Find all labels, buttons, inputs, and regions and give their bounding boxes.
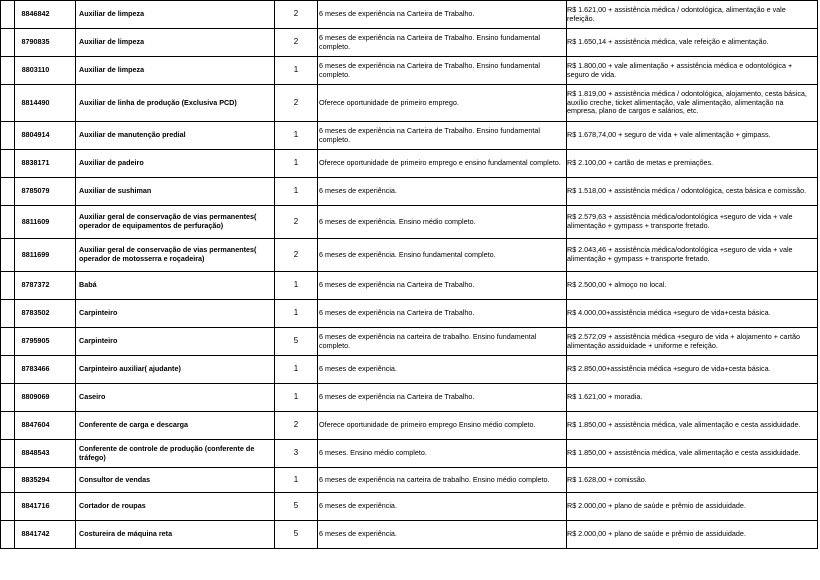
vacancy-count: 1 [275,468,318,493]
vacancy-count: 1 [275,122,318,150]
job-code: 8811699 [15,239,76,272]
job-requirements: 6 meses de experiência na Carteira de Trabalho. [318,300,567,328]
vacancy-count: 1 [275,178,318,206]
job-title: Auxiliar de manutenção predial [76,122,275,150]
table-row [1,468,818,493]
vacancy-count: 1 [275,272,318,300]
table-row [1,239,818,272]
vacancy-count: 3 [275,440,318,468]
table-row [1,384,818,412]
job-requirements: 6 meses de experiência na Carteira de Trabalho. [318,272,567,300]
row-margin-cell [1,239,15,272]
table-row [1,178,818,206]
table-row [1,521,818,549]
row-margin-cell [1,440,15,468]
job-title: Auxiliar de sushiman [76,178,275,206]
job-code: 8809069 [15,384,76,412]
job-title: Auxiliar de limpeza [76,1,275,29]
row-margin-cell [1,412,15,440]
job-title: Conferente de controle de produção (conferente de tráfego) [76,440,275,468]
row-margin-cell [1,328,15,356]
vacancy-count: 5 [275,493,318,521]
job-code: 8803110 [15,57,76,85]
job-requirements: 6 meses. Ensino médio completo. [318,440,567,468]
row-margin-cell [1,178,15,206]
row-margin-cell [1,356,15,384]
vacancy-count: 2 [275,1,318,29]
table-row [1,85,818,122]
job-requirements: 6 meses de experiência na carteira de trabalho. Ensino fundamental completo. [318,328,567,356]
job-benefits: R$ 1.819,00 + assistência médica / odontológica, alojamento, cesta básica, auxílio creche, ticket alimentação, vale alimentação, alimentação na empresa, plano de cargos e salários, etc. [567,85,818,122]
job-code: 8841742 [15,521,76,549]
job-requirements: 6 meses de experiência. Ensino médio completo. [318,206,567,239]
job-code: 8795905 [15,328,76,356]
job-code: 8811609 [15,206,76,239]
job-requirements: 6 meses de experiência na Carteira de Trabalho. [318,384,567,412]
row-margin-cell [1,384,15,412]
job-title: Costureira de máquina reta [76,521,275,549]
job-requirements: 6 meses de experiência na Carteira de Trabalho. [318,1,567,29]
table-row [1,122,818,150]
job-title: Carpinteiro [76,328,275,356]
job-requirements: 6 meses de experiência. Ensino fundamental completo. [318,239,567,272]
job-benefits: R$ 1.850,00 + assistência médica, vale alimentação e cesta assiduidade. [567,440,818,468]
job-code: 8835294 [15,468,76,493]
job-code: 8785079 [15,178,76,206]
row-margin-cell [1,85,15,122]
vacancy-count: 1 [275,356,318,384]
job-title: Auxiliar de limpeza [76,57,275,85]
vacancy-count: 5 [275,328,318,356]
table-row [1,328,818,356]
job-title: Babá [76,272,275,300]
table-row [1,272,818,300]
vacancy-count: 1 [275,300,318,328]
job-title: Auxiliar geral de conservação de vias permanentes( operador de motosserra e roçadeira) [76,239,275,272]
vacancy-count: 5 [275,521,318,549]
vacancy-count: 1 [275,384,318,412]
row-margin-cell [1,468,15,493]
job-code: 8838171 [15,150,76,178]
job-code: 8787372 [15,272,76,300]
job-title: Carpinteiro auxiliar( ajudante) [76,356,275,384]
job-benefits: R$ 2.100,00 + cartão de metas e premiações. [567,150,818,178]
table-row [1,356,818,384]
vacancy-count: 2 [275,206,318,239]
row-margin-cell [1,300,15,328]
job-code: 8848543 [15,440,76,468]
table-row [1,412,818,440]
job-requirements: Oferece oportunidade de primeiro emprego e ensino fundamental completo. [318,150,567,178]
job-benefits: R$ 2.043,46 + assistência médica/odontológica +seguro de vida + vale alimentação + gympass + transporte fretado. [567,239,818,272]
job-benefits: R$ 4.000,00+assistência médica +seguro de vida+cesta básica. [567,300,818,328]
job-title: Auxiliar de padeiro [76,150,275,178]
job-requirements: 6 meses de experiência na Carteira de Trabalho. Ensino fundamental completo. [318,57,567,85]
row-margin-cell [1,122,15,150]
job-requirements: 6 meses de experiência. [318,178,567,206]
job-benefits: R$ 1.800,00 + vale alimentação + assistência médica e odontológica + seguro de vida. [567,57,818,85]
job-requirements: 6 meses de experiência. [318,356,567,384]
vacancy-count: 2 [275,29,318,57]
job-code: 8783502 [15,300,76,328]
job-title: Carpinteiro [76,300,275,328]
job-code: 8783466 [15,356,76,384]
row-margin-cell [1,521,15,549]
job-code: 8804914 [15,122,76,150]
job-benefits: R$ 1.628,00 + comissão. [567,468,818,493]
job-benefits: R$ 2.579,63 + assistência médica/odontológica +seguro de vida + vale alimentação + gympass + transporte fretado. [567,206,818,239]
job-requirements: 6 meses de experiência na Carteira de Trabalho. Ensino fundamental completo. [318,122,567,150]
job-title: Auxiliar de limpeza [76,29,275,57]
job-code: 8847604 [15,412,76,440]
job-code: 8814490 [15,85,76,122]
table-row [1,493,818,521]
job-title: Auxiliar de linha de produção (Exclusiva PCD) [76,85,275,122]
job-benefits: R$ 1.678,74,00 + seguro de vida + vale alimentação + gimpass. [567,122,818,150]
job-requirements: Oferece oportunidade de primeiro emprego Ensino médio completo. [318,412,567,440]
job-benefits: R$ 1.650,14 + assistência médica, vale refeição e alimentação. [567,29,818,57]
job-code: 8790835 [15,29,76,57]
job-requirements: 6 meses de experiência. [318,521,567,549]
job-requirements: 6 meses de experiência na Carteira de Trabalho. Ensino fundamental completo. [318,29,567,57]
vacancy-count: 2 [275,239,318,272]
job-requirements: Oferece oportunidade de primeiro emprego. [318,85,567,122]
row-margin-cell [1,29,15,57]
job-code: 8846842 [15,1,76,29]
job-title: Auxiliar geral de conservação de vias permanentes( operador de equipamentos de perfuração) [76,206,275,239]
job-title: Caseiro [76,384,275,412]
job-benefits: R$ 2.850,00+assistência médica +seguro de vida+cesta básica. [567,356,818,384]
vacancy-count: 2 [275,85,318,122]
vacancy-count: 1 [275,57,318,85]
job-listings-body [1,1,818,549]
job-title: Cortador de roupas [76,493,275,521]
job-title: Conferente de carga e descarga [76,412,275,440]
vacancy-count: 2 [275,412,318,440]
vacancy-count: 1 [275,150,318,178]
job-requirements: 6 meses de experiência. [318,493,567,521]
table-row [1,150,818,178]
table-row [1,300,818,328]
job-code: 8841716 [15,493,76,521]
row-margin-cell [1,272,15,300]
job-title: Consultor de vendas [76,468,275,493]
job-requirements: 6 meses de experiência na carteira de trabalho. Ensino médio completo. [318,468,567,493]
table-row [1,440,818,468]
row-margin-cell [1,493,15,521]
row-margin-cell [1,57,15,85]
job-benefits: R$ 2.500,00 + almoço no local. [567,272,818,300]
job-benefits: R$ 2.000,00 + plano de saúde e prêmio de assiduidade. [567,521,818,549]
row-margin-cell [1,150,15,178]
job-benefits: R$ 2.572,09 + assistência médica +seguro de vida + alojamento + cartão alimentação assiduidade + uniforme e refeição. [567,328,818,356]
row-margin-cell [1,1,15,29]
job-benefits: R$ 1.850,00 + assistência médica, vale alimentação e cesta assiduidade. [567,412,818,440]
table-row [1,206,818,239]
job-benefits: R$ 1.621,00 + moradia. [567,384,818,412]
table-row [1,57,818,85]
job-benefits: R$ 2.000,00 + plano de saúde e prêmio de assiduidade. [567,493,818,521]
row-margin-cell [1,206,15,239]
job-benefits: R$ 1.518,00 + assistência médica / odontológica, cesta básica e comissão. [567,178,818,206]
job-benefits: R$ 1.621,00 + assistência médica / odontológica, alimentação e vale refeição. [567,1,818,29]
table-row [1,29,818,57]
table-row [1,1,818,29]
